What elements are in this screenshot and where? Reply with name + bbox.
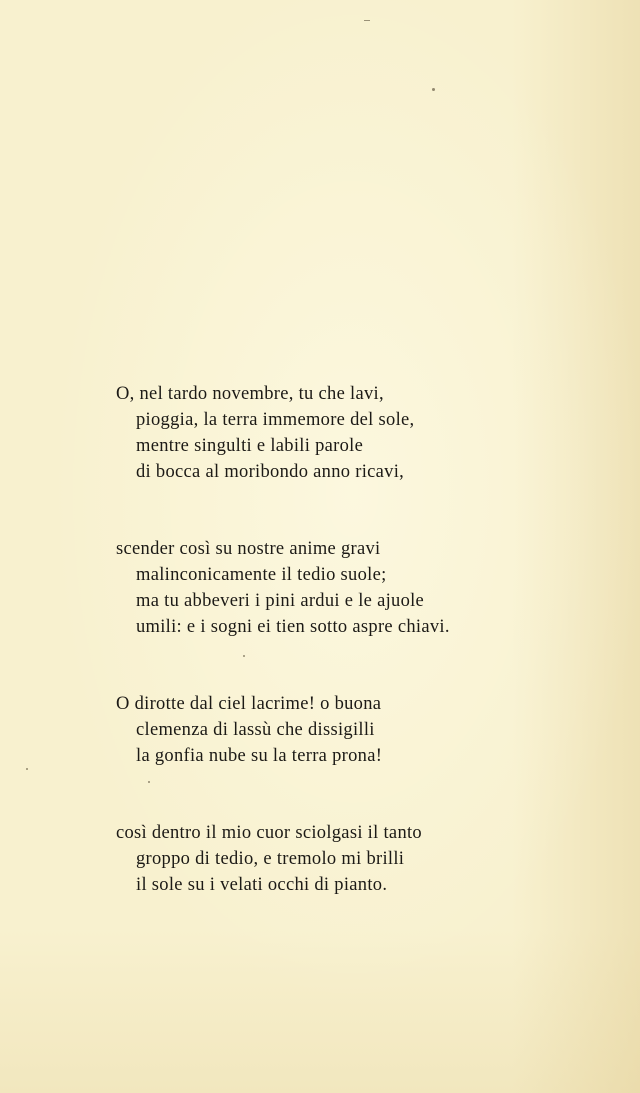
stanza-2 [116,536,616,640]
poem-line: groppo di tedio, e tremolo mi brilli [136,849,405,869]
paper-speck [26,768,28,770]
paper-speck [432,88,435,91]
poem-line: la gonfia nube su la terra prona! [136,746,383,766]
poem-line: clemenza di lassù che dissigilli [136,720,375,740]
poem [116,381,616,898]
stanza-4 [116,820,616,898]
poem-line: di bocca al moribondo anno ricavi, [136,462,405,482]
poem-line: pioggia, la terra immemore del sole, [136,410,415,430]
page-mark [364,20,370,21]
poem-line: O, nel tardo novembre, tu che lavi, [116,384,384,404]
stanza-1 [116,381,616,485]
poem-line: così dentro il mio cuor sciolgasi il tanto [116,823,422,843]
stanza-3 [116,691,616,769]
poem-line: scender così su nostre anime gravi [116,539,381,559]
poem-line: mentre singulti e labili parole [136,436,364,456]
poem-line: il sole su i velati occhi di pianto. [136,875,388,895]
poem-line: umili: e i sogni ei tien sotto aspre chiavi. [136,617,450,637]
poem-line: malinconicamente il tedio suole; [136,565,387,585]
poem-line: ma tu abbeveri i pini ardui e le ajuole [136,591,425,611]
poem-line: O dirotte dal ciel lacrime! o buona [116,694,382,714]
